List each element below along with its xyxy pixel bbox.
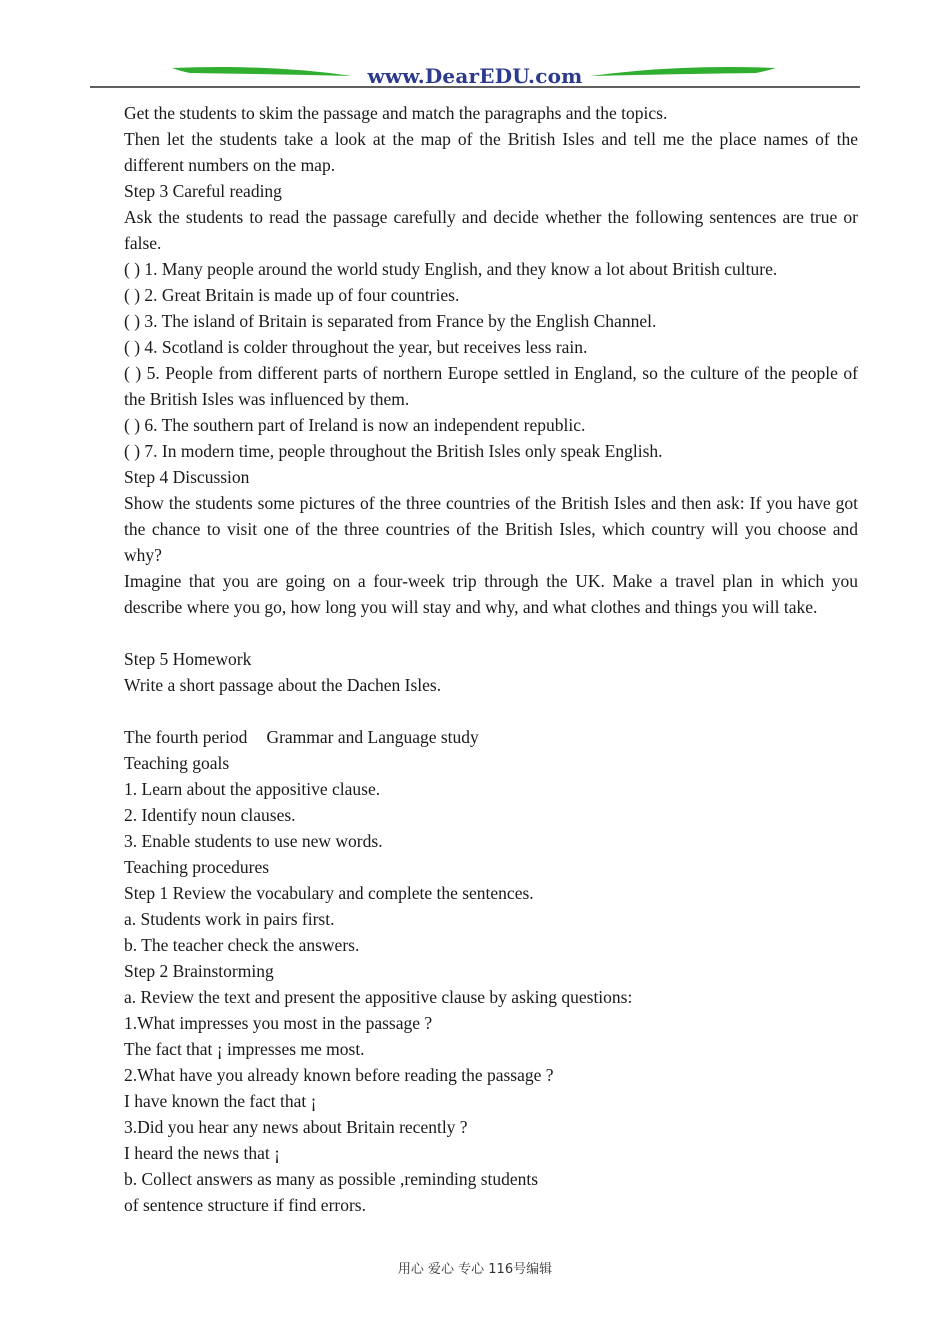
period-title-part1: The fourth period [124, 727, 248, 747]
goal-item: 2. Identify noun clauses. [124, 805, 296, 825]
period-title-part2: Grammar and Language study [266, 727, 479, 747]
goal-item: 3. Enable students to use new words. [124, 831, 383, 851]
true-false-item: ( ) 1. Many people around the world study English, and they know a lot about British culture. [124, 259, 778, 279]
blank-line [124, 620, 858, 646]
text-line: Show the students some pictures of the three countries of the British Isles and then ask: If you have got the chance to visit one of the three countries of the British Isles, which country will you choose and why? [124, 493, 858, 565]
question-line: 1.What impresses you most in the passage ? [124, 1013, 433, 1033]
text-line: Get the students to skim the passage and match the paragraphs and the topics. [124, 103, 668, 123]
document-body [124, 100, 858, 1218]
text-line: of sentence structure if find errors. [124, 1195, 366, 1215]
period-title [124, 724, 858, 750]
true-false-item: ( ) 4. Scotland is colder throughout the year, but receives less rain. [124, 337, 588, 357]
true-false-item: ( ) 6. The southern part of Ireland is now an independent republic. [124, 415, 586, 435]
answer-line: The fact that ¡ impresses me most. [124, 1039, 365, 1059]
goal-item: 1. Learn about the appositive clause. [124, 779, 381, 799]
text-line: Then let the students take a look at the map of the British Isles and tell me the place names of the different numbers on the map. [124, 129, 858, 175]
step-heading: Step 3 Careful reading [124, 181, 282, 201]
true-false-item: ( ) 7. In modern time, people throughout the British Isles only speak English. [124, 441, 663, 461]
page-footer: 用心 爱心 专心 116号编辑 [397, 1262, 553, 1277]
true-false-item: ( ) 2. Great Britain is made up of four countries. [124, 285, 460, 305]
question-line: 3.Did you hear any news about Britain recently ? [124, 1117, 468, 1137]
section-heading: Teaching goals [124, 753, 230, 773]
text-line: b. The teacher check the answers. [124, 935, 360, 955]
step-heading: Step 5 Homework [124, 649, 252, 669]
step-heading: Step 1 Review the vocabulary and complete the sentences. [124, 883, 534, 903]
section-heading: Teaching procedures [124, 857, 270, 877]
text-line: Imagine that you are going on a four-week trip through the UK. Make a travel plan in which you describe where you go, how long you will stay and why, and what clothes and things you will take. [124, 571, 858, 617]
text-line: a. Students work in pairs first. [124, 909, 335, 929]
text-line: a. Review the text and present the appositive clause by asking questions: [124, 987, 633, 1007]
step-heading: Step 2 Brainstorming [124, 961, 274, 981]
blank-line [124, 698, 858, 724]
step-heading: Step 4 Discussion [124, 467, 250, 487]
answer-line: I heard the news that ¡ [124, 1143, 280, 1163]
true-false-item: ( ) 3. The island of Britain is separated from France by the English Channel. [124, 311, 657, 331]
text-line: Write a short passage about the Dachen Isles. [124, 675, 442, 695]
page-header [90, 62, 860, 90]
true-false-item: ( ) 5. People from different parts of northern Europe settled in England, so the culture of the people of the British Isles was influenced by them. [124, 363, 858, 409]
text-line: b. Collect answers as many as possible ,reminding students [124, 1169, 539, 1189]
question-line: 2.What have you already known before reading the passage ? [124, 1065, 554, 1085]
text-line: Ask the students to read the passage carefully and decide whether the following sentences are true or false. [124, 207, 858, 253]
answer-line: I have known the fact that ¡ [124, 1091, 317, 1111]
site-logo: www.DearEDU.com [367, 64, 583, 88]
